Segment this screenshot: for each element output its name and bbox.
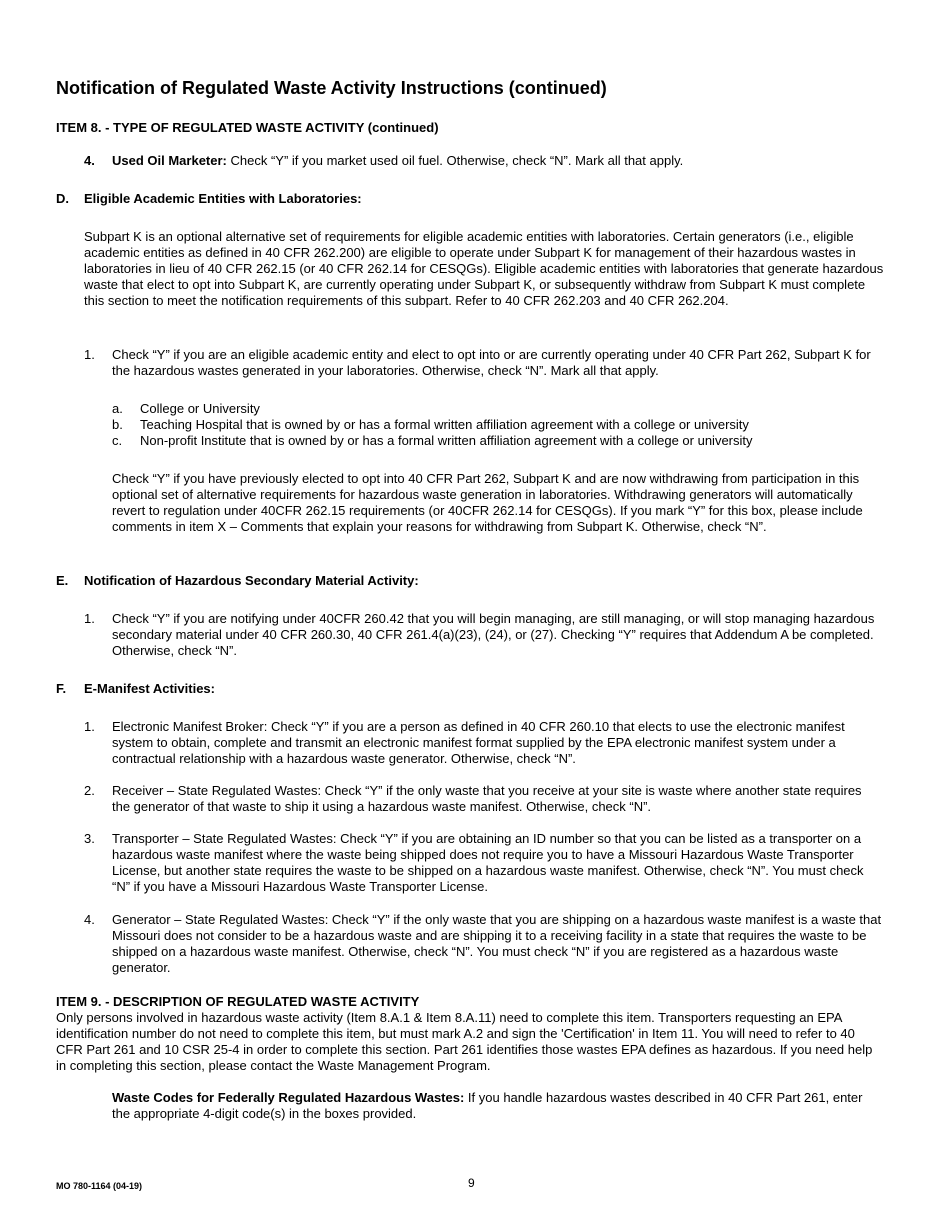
section-f-letter: F. xyxy=(56,681,67,696)
subitem-c-letter: c. xyxy=(112,433,123,448)
item9-heading: ITEM 9. - DESCRIPTION OF REGULATED WASTE ACTIVITY xyxy=(56,994,420,1009)
section-f-item-1-number: 1. xyxy=(84,719,95,734)
section-f-item-1-text: Electronic Manifest Broker: Check “Y” if you are a person as defined in 40 CFR 260.10 that elects to use the electronic manifest system to obtain, complete and transmit an electronic manifest format supplied by the EPA electronic manifest system under a contractual relationship with a hazardous waste generator. Otherwise, check “N”. xyxy=(112,719,845,766)
section-f-item-4-text: Generator – State Regulated Wastes: Check “Y” if the only waste that you are shipping on a hazardous waste manifest is a waste that Missouri does not consider to be a hazardous waste and are shipping it to a receiving facility in a state that requires the waste to be shipped on a hazardous waste manifest. Otherwise, check “N”. You must check “N” if you are registered as a hazardous waste generator. xyxy=(112,912,882,975)
section-d-title: Eligible Academic Entities with Laboratories: xyxy=(84,191,362,206)
section-f-item-2-text: Receiver – State Regulated Wastes: Check “Y” if the only waste that you receive at your site is waste where another state requires the generator of that waste to ship it using a hazardous waste manifest. Otherwise, check “N”. xyxy=(112,783,862,814)
page-number: 9 xyxy=(468,1176,475,1190)
section-e-item-1-text: Check “Y” if you are notifying under 40CFR 260.42 that you will begin managing, are still managing, or will stop managing hazardous secondary material under 40 CFR 260.30, 40 CFR 261.4(a)(23), (24), or (27). Checking “Y” requires that Addendum A be completed. Otherwise, check “N”. xyxy=(112,611,875,658)
section-d-letter: D. xyxy=(56,191,69,206)
waste-codes-text: If you handle hazardous wastes described in 40 CFR Part 261, enter the appropriate 4-digit code(s) in the boxes provided. xyxy=(112,1090,863,1121)
page-title: Notification of Regulated Waste Activity Instructions (continued) xyxy=(56,78,607,98)
section-f-heading xyxy=(56,681,215,697)
section-d-intro: Subpart K is an optional alternative set of requirements for eligible academic entities with laboratories. Certain generators (i.e., eligible academic entities as defined in 40 CFR 262.200) are eligible to operate under Subpart K for management of their hazardous wastes in laboratories in lieu of 40 CFR 262.15 (or 40 CFR 262.14 for CESQGs). Eligible academic entities with laboratories that generate hazardous waste that elect to opt into Subpart K, are currently operating under Subpart K, or subsequently withdraw from Subpart K must complete this section to meet the notification requirements of this subpart. Refer to 40 CFR 262.203 and 40 CFR 262.204. xyxy=(84,229,884,308)
section-f-item-2-number: 2. xyxy=(84,783,95,798)
used-oil-label: Used Oil Marketer: xyxy=(112,153,227,168)
item8-heading: ITEM 8. - TYPE OF REGULATED WASTE ACTIVITY (continued) xyxy=(56,120,439,135)
section-f-item-4-number: 4. xyxy=(84,912,95,927)
used-oil-number: 4. xyxy=(84,153,95,168)
section-e-title: Notification of Hazardous Secondary Material Activity: xyxy=(84,573,419,588)
used-oil-desc: Check “Y” if you market used oil fuel. Otherwise, check “N”. Mark all that apply. xyxy=(226,153,684,168)
section-f-title: E-Manifest Activities: xyxy=(84,681,215,696)
section-d-heading xyxy=(56,191,362,207)
section-e-letter: E. xyxy=(56,573,69,588)
subitem-a-letter: a. xyxy=(112,401,123,416)
subitem-a-text: College or University xyxy=(140,401,260,416)
used-oil-text xyxy=(112,153,882,169)
section-e-heading xyxy=(56,573,419,589)
section-f-item-3-number: 3. xyxy=(84,831,95,846)
waste-codes-paragraph xyxy=(112,1090,882,1122)
section-d-item-1-text: Check “Y” if you are an eligible academic entity and elect to opt into or are currently operating under 40 CFR Part 262, Subpart K for the hazardous wastes generated in your laboratories. Otherwise, check “N”. Mark all that apply. xyxy=(112,347,871,378)
item9-text: Only persons involved in hazardous waste activity (Item 8.A.1 & Item 8.A.11) need to complete this item. Transporters requesting an EPA identification number do not need to complete this item, but must mark A.2 and sign the 'Certification' in Item 11. You will need to refer to 40 CFR Part 261 and 10 CSR 25-4 in order to complete this section. Part 261 identifies those wastes EPA defines as hazardous. If you need help in completing this section, please contact the Waste Management Program. xyxy=(56,1010,873,1073)
section-d-withdraw: Check “Y” if you have previously elected to opt into 40 CFR Part 262, Subpart K and are now withdrawing from participation in this optional set of alternative requirements for hazardous waste generation in laboratories. Withdrawing generators will automatically revert to regulation under 40CFR 262.15 requirements (or 40CFR 262.14 for CESQGs). If you mark “Y” for this box, please include comments in item X – Comments that explain your reasons for withdrawing from Subpart K. Otherwise, check “N”. xyxy=(112,471,863,534)
subitem-b-letter: b. xyxy=(112,417,123,432)
section-e-item-1-number: 1. xyxy=(84,611,95,626)
section-f-item-3-text: Transporter – State Regulated Wastes: Check “Y” if you are obtaining an ID number so that you can be listed as a transporter on a hazardous waste manifest where the waste being shipped does not require you to have a Missouri Hazardous Waste Transporter License, but another state requires the waste to be shipped on a hazardous waste manifest. Otherwise, check “N”. You must check “N” if you have a Missouri Hazardous Waste Transporter License. xyxy=(112,831,864,894)
subitem-b-text: Teaching Hospital that is owned by or has a formal written affiliation agreement with a college or university xyxy=(140,417,749,432)
waste-codes-label: Waste Codes for Federally Regulated Hazardous Wastes: xyxy=(112,1090,465,1105)
section-d-item-1-number: 1. xyxy=(84,347,95,362)
subitem-c-text: Non-profit Institute that is owned by or has a formal written affiliation agreement with a college or university xyxy=(140,433,753,448)
form-id: MO 780-1164 (04-19) xyxy=(56,1181,143,1191)
